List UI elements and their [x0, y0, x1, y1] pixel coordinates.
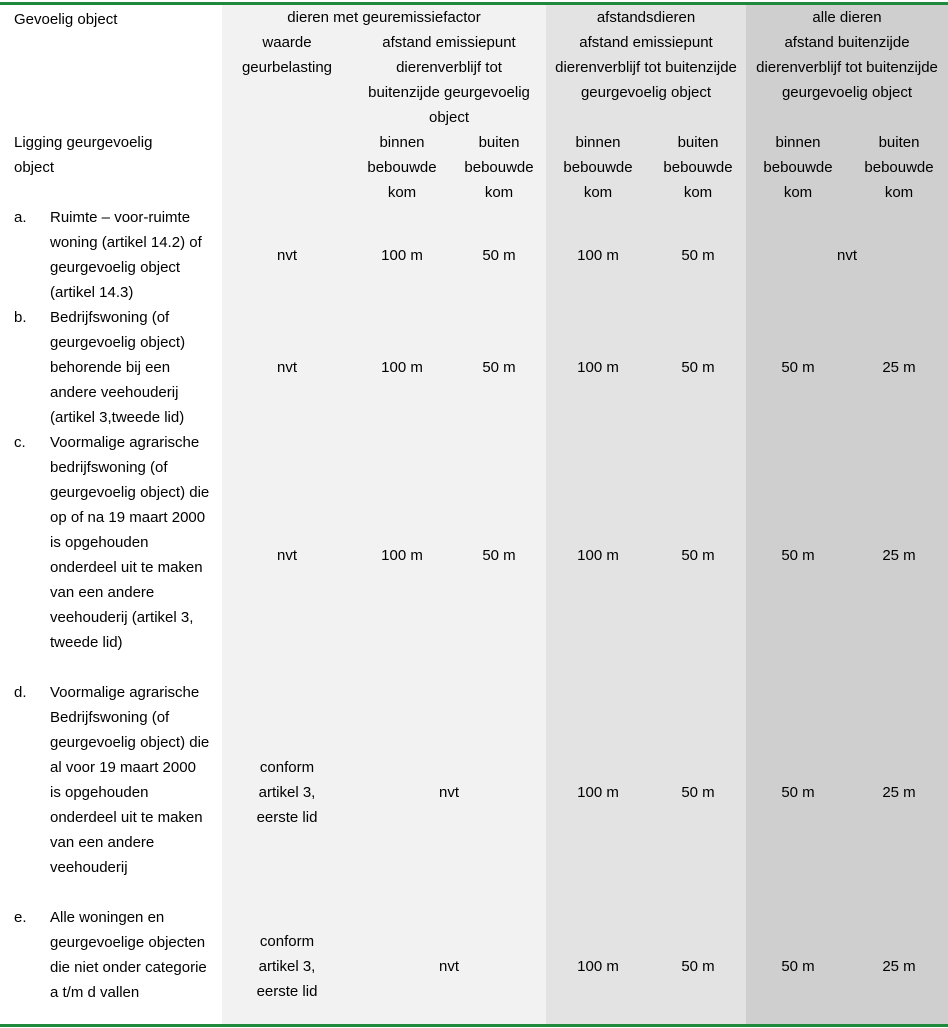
header-group-geuremissie: dieren met geuremissiefactor [222, 5, 546, 30]
bottom-rule [0, 1024, 948, 1027]
cell-waarde: nvt [222, 430, 352, 680]
row-letter: e. [14, 909, 27, 926]
cell-g-buiten: 50 m [452, 205, 546, 305]
cell-al-buiten: 25 m [850, 680, 948, 905]
header-ligging: Ligging geurgevoelig object [14, 134, 153, 176]
cell-a-buiten: 50 m [650, 680, 746, 905]
header-group-row [0, 5, 948, 30]
cell-a-binnen: 100 m [546, 680, 650, 905]
cell-al-buiten: 25 m [850, 905, 948, 1027]
cell-a-binnen: 100 m [546, 205, 650, 305]
header-al-buiten: buiten bebouwde kom [850, 130, 948, 205]
cell-a-buiten: 50 m [650, 305, 746, 430]
cell-al-binnen: 50 m [746, 905, 850, 1027]
cell-g-binnen: 100 m [352, 205, 452, 305]
table-row [0, 205, 948, 305]
cell-a-binnen: 100 m [546, 905, 650, 1027]
row-letter: c. [14, 434, 26, 451]
cell-al-buiten: 25 m [850, 430, 948, 680]
header-group-afstandsdieren: afstandsdieren [546, 5, 746, 30]
cell-g-buiten: 50 m [452, 305, 546, 430]
cell-waarde: nvt [222, 205, 352, 305]
header-g-binnen: binnen bebouwde kom [352, 130, 452, 205]
header-afstand-emissiepunt: afstand emissiepunt dierenverblijf tot buitenzijde geurgevoelig object [352, 30, 546, 130]
cell-g-binnen: 100 m [352, 430, 452, 680]
cell-g-buiten: 50 m [452, 430, 546, 680]
row-letter: b. [14, 309, 27, 326]
header-waarde: waarde geurbelasting [222, 30, 352, 130]
cell-waarde: conform artikel 3, eerste lid [222, 905, 352, 1027]
cell-al-buiten: 25 m [850, 305, 948, 430]
row-letter: d. [14, 684, 27, 701]
header-g-buiten: buiten bebouwde kom [452, 130, 546, 205]
row-object: Voormalige agrarische Bedrijfswoning (of geurgevoelig object) die al voor 19 maart 2000 is opgehouden onderdeel uit te maken van een andere veehouderij [50, 684, 210, 876]
cell-alle-merged: nvt [746, 205, 948, 305]
cell-al-binnen: 50 m [746, 430, 850, 680]
cell-a-buiten: 50 m [650, 205, 746, 305]
row-object: Alle woningen en geurgevoelige objecten die niet onder categorie a t/m d vallen [50, 909, 207, 1001]
cell-a-buiten: 50 m [650, 430, 746, 680]
cell-g-binnen: 100 m [352, 305, 452, 430]
table-row [0, 430, 948, 680]
header-a-buiten: buiten bebouwde kom [650, 130, 746, 205]
header-al-binnen: binnen bebouwde kom [746, 130, 850, 205]
cell-al-binnen: 50 m [746, 305, 850, 430]
table-row [0, 905, 948, 1027]
geur-afstanden-table [0, 5, 948, 1027]
header-kom-row [0, 130, 948, 205]
row-letter: a. [14, 209, 27, 226]
header-a-binnen: binnen bebouwde kom [546, 130, 650, 205]
cell-waarde: conform artikel 3, eerste lid [222, 680, 352, 905]
header-gevoelig-object: Gevoelig object [14, 11, 118, 28]
cell-geuremissie-merged: nvt [352, 905, 546, 1027]
cell-a-buiten: 50 m [650, 905, 746, 1027]
cell-a-binnen: 100 m [546, 305, 650, 430]
cell-geuremissie-merged: nvt [352, 680, 546, 905]
table-row [0, 305, 948, 430]
header-afstand-buitenzijde: afstand buitenzijde dierenverblijf tot buitenzijde geurgevoelig object [746, 30, 948, 130]
header-afstand-emissiepunt-2: afstand emissiepunt dierenverblijf tot buitenzijde geurgevoelig object [546, 30, 746, 130]
cell-al-binnen: 50 m [746, 680, 850, 905]
row-object: Bedrijfswoning (of geurgevoelig object) behorende bij een andere veehouderij (artikel 3,tweede lid) [50, 309, 186, 426]
row-object: Ruimte – voor-ruimte woning (artikel 14.2) of geurgevoelig object (artikel 14.3) [50, 209, 202, 301]
row-object: Voormalige agrarische bedrijfswoning (of geurgevoelig object) die op of na 19 maart 2000 is opgehouden onderdeel uit te maken van een andere veehouderij (artikel 3, tweede lid) [50, 434, 210, 651]
header-group-alle-dieren: alle dieren [746, 5, 948, 30]
cell-waarde: nvt [222, 305, 352, 430]
cell-a-binnen: 100 m [546, 430, 650, 680]
table-row [0, 680, 948, 905]
